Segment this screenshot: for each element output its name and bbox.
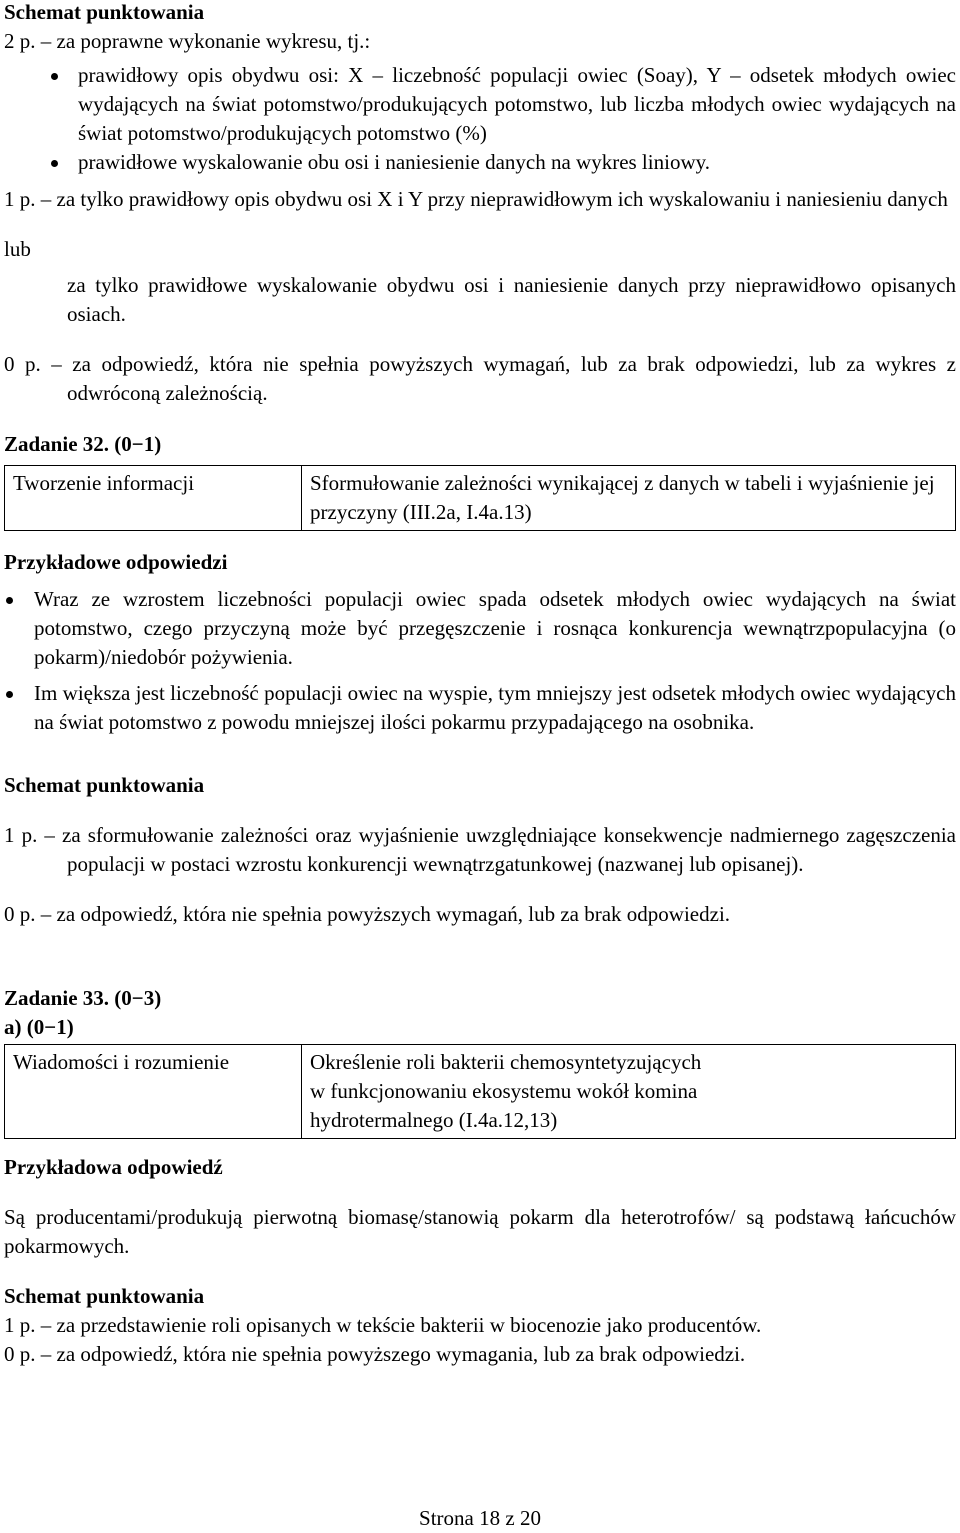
task-32 (4, 430, 956, 950)
scoring-0p: 0 p. – za odpowiedź, która nie spełnia powyższego wymagania, lub za brak odpowiedzi. (4, 1342, 746, 1366)
task-requirement: Sformułowanie zależności wynikającej z danych w tabeli i wyjaśnienie jej przyczyny (III.2a, I.4a.13) (302, 466, 956, 531)
bullet-item: prawidłowe wyskalowanie obu osi i naniesienie danych na wykres liniowy. (4, 148, 956, 177)
task-title: Zadanie 33. (0−3) (4, 986, 162, 1010)
answer-item: Wraz ze wzrostem liczebności populacji owiec spada odsetek młodych owiec wydających na świat potomstwo, czego przyczyną może być przegęszczenie i rosnąca konkurencja wewnątrzpopulacyjna (o pokarm)/niedobór pożywienia. (4, 585, 956, 672)
scoring-1p: 1 p. – za przedstawienie roli opisanych w tekście bakterii w biocenozie jako producentów. (4, 1313, 762, 1337)
answer-item: Im większa jest liczebność populacji owiec na wyspie, tym mniejszy jest odsetek młodych owiec wydających na świat potomstwo z powodu mniejszej ilości pokarmu przypadającego na osobnika. (4, 679, 956, 737)
requirement-line: Określenie roli bakterii chemosyntetyzujących (310, 1050, 702, 1074)
scoring-bullets (4, 61, 956, 177)
task-category: Tworzenie informacji (5, 466, 302, 531)
scoring-0p: 0 p. – za odpowiedź, która nie spełnia powyższych wymagań, lub za brak odpowiedzi, lub za wykres z odwróconą zależnością. (4, 352, 956, 405)
task-info-table (4, 1044, 956, 1139)
page-footer: Strona 18 z 20 (419, 1506, 541, 1530)
task-title: Zadanie 32. (0−1) (4, 432, 162, 456)
scoring-section-31 (4, 0, 956, 429)
scoring-heading: Schemat punktowania (4, 773, 205, 797)
scoring-lub: lub (4, 237, 31, 261)
scoring-heading: Schemat punktowania (4, 0, 205, 24)
answer-text: Są producentami/produkują pierwotną biomasę/stanowią pokarm dla heterotrofów/ są podstawą łańcuchów pokarmowych. (4, 1205, 956, 1258)
scoring-0p: 0 p. – za odpowiedź, która nie spełnia powyższych wymagań, lub za brak odpowiedzi. (4, 902, 731, 926)
task-requirement (302, 1045, 956, 1139)
task-subpart: a) (0−1) (4, 1015, 74, 1039)
task-category: Wiadomości i rozumienie (5, 1045, 302, 1139)
bullet-item: prawidłowy opis obydwu osi: X – liczebność populacji owiec (Soay), Y – odsetek młodych owiec wydających na świat potomstwo/produkujących potomstwo, lub liczba młodych owiec wydających na świat potomstwo/produkujących potomstwo (%) (4, 61, 956, 148)
scoring-1p-alt: za tylko prawidłowe wyskalowanie obydwu osi i naniesienie danych przy nieprawidłowo opisanych osiach. (67, 273, 956, 326)
scoring-heading: Schemat punktowania (4, 1284, 205, 1308)
task-info-table (4, 465, 956, 531)
answers-heading: Przykładowe odpowiedzi (4, 550, 228, 574)
scoring-1p: 1 p. – za tylko prawidłowy opis obydwu osi X i Y przy nieprawidłowym ich wyskalowaniu i naniesieniu danych (4, 187, 948, 211)
answer-heading: Przykładowa odpowiedź (4, 1155, 223, 1179)
task-33 (4, 984, 956, 1369)
answers-list (4, 585, 956, 737)
requirement-line: w funkcjonowaniu ekosystemu wokół komina (310, 1079, 698, 1103)
requirement-line: hydrotermalnego (I.4a.12,13) (310, 1108, 558, 1132)
scoring-1p: 1 p. – za sformułowanie zależności oraz wyjaśnienie uwzględniające konsekwencje nadmiernego zagęszczenia populacji w postaci wzrostu konkurencji wewnątrzgatunkowej (nazwanej lub opisanej). (4, 823, 956, 876)
scoring-2p: 2 p. – za poprawne wykonanie wykresu, tj.: (4, 29, 371, 53)
